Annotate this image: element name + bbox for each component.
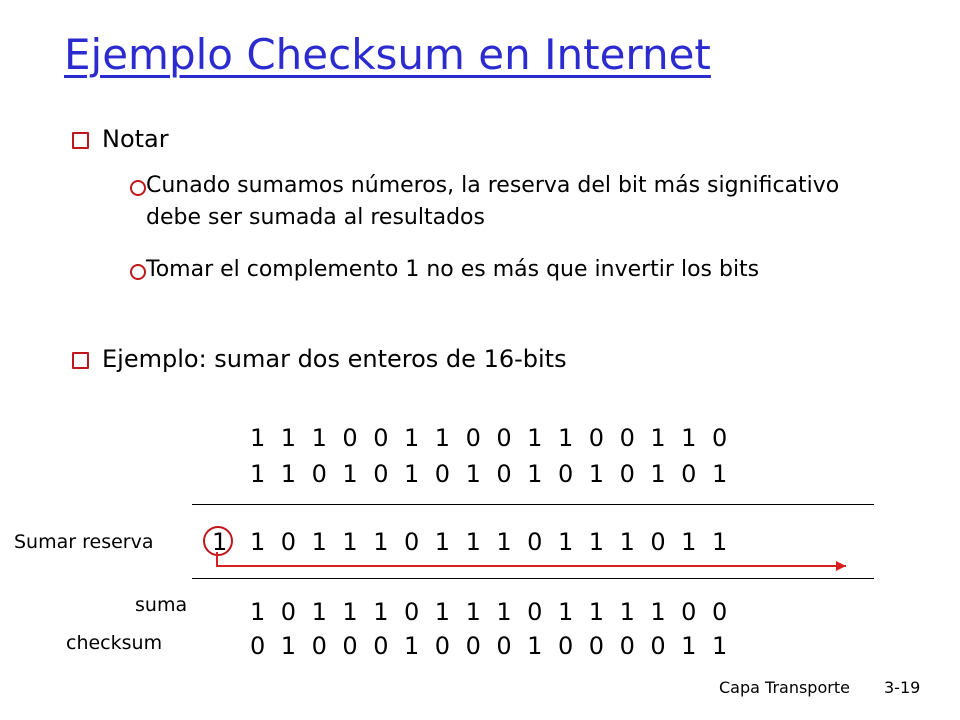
bit-digit: 1	[434, 528, 451, 556]
bit-digit: 1	[681, 424, 697, 452]
bit-digit: 1	[403, 632, 420, 660]
carry-label: Sumar reserva	[14, 531, 154, 553]
bit-digit: 1	[588, 460, 605, 488]
sum-label: suma	[135, 594, 188, 616]
bit-digit: 1	[373, 528, 389, 556]
bit-digit: 0	[434, 632, 451, 660]
bit-digit: 0	[588, 632, 605, 660]
bit-digit: 0	[496, 424, 512, 452]
bit-digit: 1	[557, 598, 574, 626]
bit-digit: 0	[373, 632, 389, 660]
bit-digit: 1	[465, 598, 481, 626]
arrow-head-icon	[836, 561, 846, 571]
bit-digit: 1	[496, 528, 512, 556]
bit-digit: 0	[342, 424, 358, 452]
bit-digit: 1	[250, 598, 266, 626]
bit-digit: 1	[403, 460, 420, 488]
bit-digit: 1	[619, 528, 635, 556]
bit-digit: 0	[373, 424, 389, 452]
slide-title: Ejemplo Checksum en Internet	[64, 30, 711, 79]
bit-digit: 0	[619, 632, 635, 660]
bit-digit: 1	[403, 424, 420, 452]
bit-digit: 1	[434, 424, 451, 452]
bit-digit: 1	[465, 460, 481, 488]
bit-digit: 1	[650, 460, 666, 488]
bit-digit: 0	[465, 632, 481, 660]
bit-digit: 1	[311, 424, 327, 452]
bit-digit: 1	[711, 632, 728, 660]
bit-digit: 0	[619, 424, 635, 452]
bit-digit: 1	[681, 528, 697, 556]
bit-digit: 1	[588, 598, 605, 626]
bit-digit: 0	[588, 424, 605, 452]
bit-digit: 0	[681, 460, 697, 488]
bit-digit: 0	[311, 460, 327, 488]
page-number: 3-19	[884, 678, 921, 697]
bit-digit: 0	[403, 528, 420, 556]
bit-digit: 1	[342, 460, 358, 488]
bit-digit: 0	[465, 424, 481, 452]
bit-digit: 1	[711, 460, 728, 488]
bit-digit: 1	[342, 528, 358, 556]
bullet-text: Ejemplo: sumar dos enteros de 16-bits	[102, 345, 567, 373]
bit-digit: 0	[711, 424, 728, 452]
bit-digit: 0	[373, 460, 389, 488]
bit-digit: 1	[342, 598, 358, 626]
bit-digit: 1	[280, 632, 297, 660]
bit-digit: 0	[527, 598, 543, 626]
bit-digit: 1	[250, 528, 266, 556]
bit-digit: 0	[250, 632, 266, 660]
bullet-text: Notar	[102, 125, 169, 153]
checksum-row	[250, 632, 743, 660]
bit-digit: 0	[711, 598, 728, 626]
bit-digit: 1	[373, 598, 389, 626]
bit-digit: 1	[619, 598, 635, 626]
carry-arrow-line	[217, 552, 846, 566]
bit-digit: 1	[434, 598, 451, 626]
bit-digit: 0	[681, 598, 697, 626]
bit-digit: 1	[250, 424, 266, 452]
bit-digit: 1	[311, 598, 327, 626]
bit-digit: 0	[403, 598, 420, 626]
bit-digit: 0	[342, 632, 358, 660]
bit-digit: 0	[434, 460, 451, 488]
carry-bit: 1	[212, 528, 228, 556]
bit-digit: 1	[280, 424, 297, 452]
bit-digit: 1	[527, 424, 543, 452]
bit-digit: 1	[465, 528, 481, 556]
bit-digit: 1	[650, 424, 666, 452]
bit-digit: 1	[496, 598, 512, 626]
bit-digit: 0	[280, 528, 297, 556]
bit-digit: 0	[557, 632, 574, 660]
bit-digit: 1	[650, 598, 666, 626]
bit-digit: 0	[311, 632, 327, 660]
bit-digit: 1	[557, 424, 574, 452]
bit-digit: 1	[527, 632, 543, 660]
bit-digit: 1	[588, 528, 605, 556]
sub-bullet-text: Tomar el complemento 1 no es más que invertir los bits	[146, 257, 760, 282]
bit-digit: 1	[250, 460, 266, 488]
checksum-label: checksum	[66, 632, 163, 654]
bit-digit: 0	[557, 460, 574, 488]
bit-digit: 0	[527, 528, 543, 556]
bit-digit: 0	[650, 528, 666, 556]
bit-digit: 0	[496, 632, 512, 660]
bit-digit: 0	[619, 460, 635, 488]
bit-digit: 1	[557, 528, 574, 556]
divider-line	[192, 578, 874, 579]
bit-digit: 0	[496, 460, 512, 488]
bit-digit: 1	[311, 528, 327, 556]
footer-section: Capa Transporte	[719, 678, 850, 697]
bit-digit: 1	[280, 460, 297, 488]
bit-digit: 0	[650, 632, 666, 660]
bit-digit: 0	[280, 598, 297, 626]
sub-bullet-text: Cunado sumamos números, la reserva del bit más significativo debe ser sumada al resultados	[146, 173, 840, 230]
bit-digit: 1	[681, 632, 697, 660]
bit-digit: 1	[527, 460, 543, 488]
sum-row	[250, 598, 743, 626]
bit-digit: 1	[711, 528, 728, 556]
